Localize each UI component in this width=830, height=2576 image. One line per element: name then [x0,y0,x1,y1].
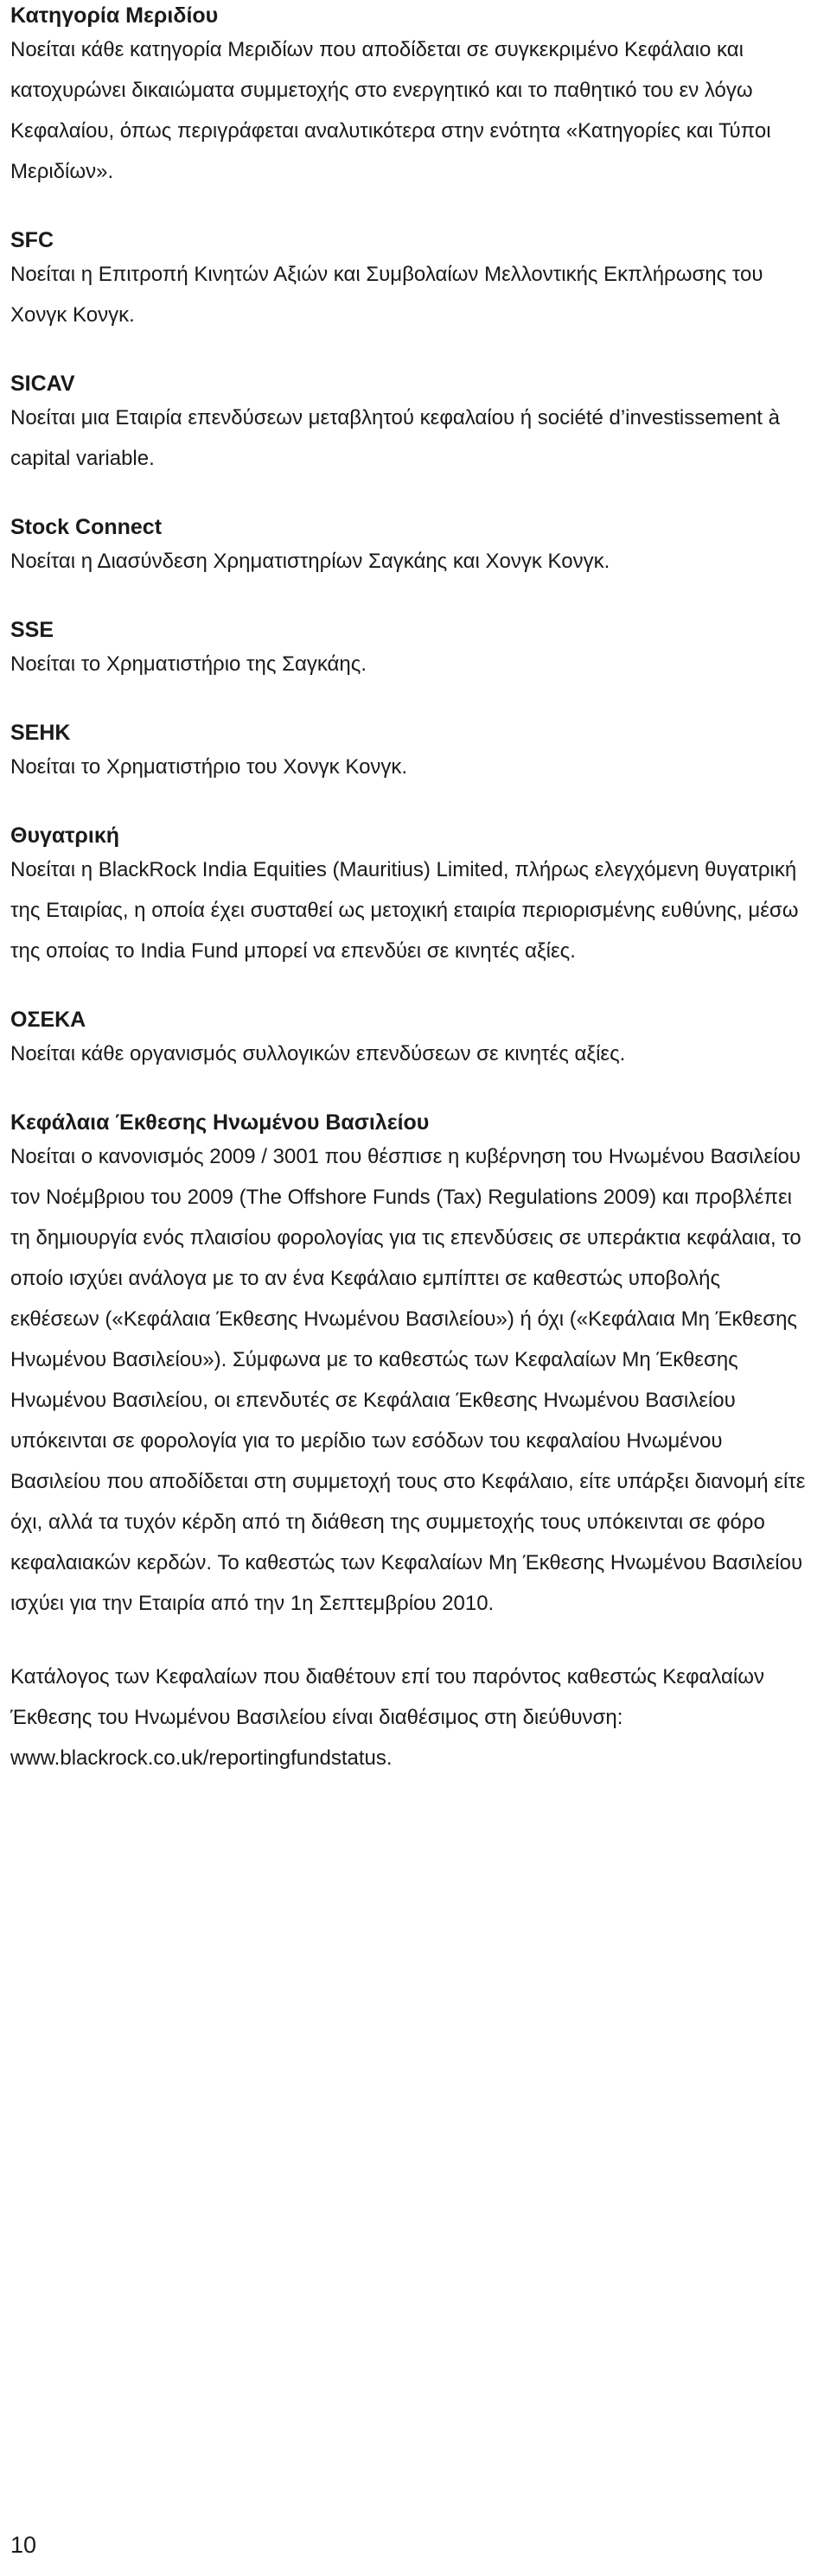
term-definition: Νοείται κάθε οργανισμός συλλογικών επενδύσεων σε κινητές αξίες. [10,1042,626,1065]
term-heading: ΟΣΕΚΑ [10,1008,86,1032]
glossary-entry-stock-connect [10,513,806,582]
term-definition: Νοείται η Επιτροπή Κινητών Αξιών και Συμβολαίων Μελλοντικής Εκπλήρωσης του Χονγκ Κονγκ. [10,263,763,327]
reporting-funds-list-note: Κατάλογος των Κεφαλαίων που διαθέτουν επί του παρόντος καθεστώς Κεφαλαίων Έκθεσης του Ηνωμένου Βασιλείου είναι διαθέσιμος στη διεύθυνση: www.blackrock.co.uk/reportingfundstatus. [10,1665,765,1770]
term-heading: SSE [10,618,54,642]
term-definition: Νοείται μια Εταιρία επενδύσεων μεταβλητού κεφαλαίου ή société d’investissement à capital variable. [10,406,780,470]
glossary-entry-subsidiary [10,822,806,971]
term-heading: Κατηγορία Μεριδίου [10,3,219,28]
glossary-entry-sfc [10,226,806,335]
term-definition: Νοείται η BlackRock India Equities (Mauritius) Limited, πλήρως ελεγχόμενη θυγατρική της Εταιρίας, η οποία έχει συσταθεί ως μετοχική εταιρία περιορισμένης ευθύνης, μέσω της οποίας το India Fund μπορεί να επενδύει σε κινητές αξίες. [10,858,799,963]
term-definition: Νοείται η Διασύνδεση Χρηματιστηρίων Σαγκάης και Χονγκ Κονγκ. [10,550,610,573]
term-definition: Νοείται το Χρηματιστήριο του Χονγκ Κονγκ. [10,755,408,779]
glossary-entry-ucits [10,1006,806,1074]
term-heading: SEHK [10,721,71,745]
term-definition: Νοείται ο κανονισμός 2009 / 3001 που θέσπισε η κυβέρνηση του Ηνωμένου Βασιλείου τον Νοέμβριου του 2009 (The Offshore Funds (Tax) Regulations 2009) και προβλέπει τη δημιουργία ενός πλαισίου φορολογίας για τις επενδύσεις σε υπεράκτια κεφάλαια, το οποίο ισχύει ανάλογα με το αν ένα Κεφάλαιο εμπίπτει σε καθεστώς υποβολής εκθέσεων («Κεφάλαια Έκθεσης Ηνωμένου Βασιλείου») ή όχι («Κεφάλαια Μη Έκθεσης Ηνωμένου Βασιλείου»). Σύμφωνα με το καθεστώς των Κεφαλαίων Μη Έκθεσης Ηνωμένου Βασιλείου, οι επενδυτές σε Κεφάλαια Έκθεσης Ηνωμένου Βασιλείου υπόκεινται σε φορολογία για το μερίδιο των εσόδων του κεφαλαίου Ηνωμένου Βασιλείου που αποδίδεται στη συμμετοχή τους στο Κεφάλαιο, είτε υπάρξει διανομή είτε όχι, αλλά τα τυχόν κέρδη από τη διάθεση της συμμετοχής τους υπόκεινται σε φόρο κεφαλαιακών κερδών. Το καθεστώς των Κεφαλαίων Μη Έκθεσης Ηνωμένου Βασιλείου ισχύει για την Εταιρία από την 1η Σεπτεμβρίου 2010. [10,1145,806,1615]
glossary-entry-uk-reporting-funds [10,1109,806,1778]
glossary-entry-share-class [10,2,806,192]
term-heading: SFC [10,228,54,252]
term-heading: SICAV [10,372,75,396]
term-heading: Stock Connect [10,515,163,539]
term-definition: Νοείται το Χρηματιστήριο της Σαγκάης. [10,652,367,676]
page-number: 10 [10,2532,37,2558]
term-definition: Νοείται κάθε κατηγορία Μεριδίων που αποδίδεται σε συγκεκριμένο Κεφάλαιο και κατοχυρώνει δικαιώματα συμμετοχής στο ενεργητικό και το παθητικό του εν λόγω Κεφαλαίου, όπως περιγράφεται αναλυτικότερα στην ενότητα «Κατηγορίες και Τύποι Μεριδίων». [10,38,771,183]
glossary-entry-sehk [10,719,806,787]
term-heading: Κεφάλαια Έκθεσης Ηνωμένου Βασιλείου [10,1110,430,1135]
glossary-entry-sicav [10,370,806,479]
glossary-entry-sse [10,616,806,684]
document-body [10,2,806,1813]
term-heading: Θυγατρική [10,824,120,848]
